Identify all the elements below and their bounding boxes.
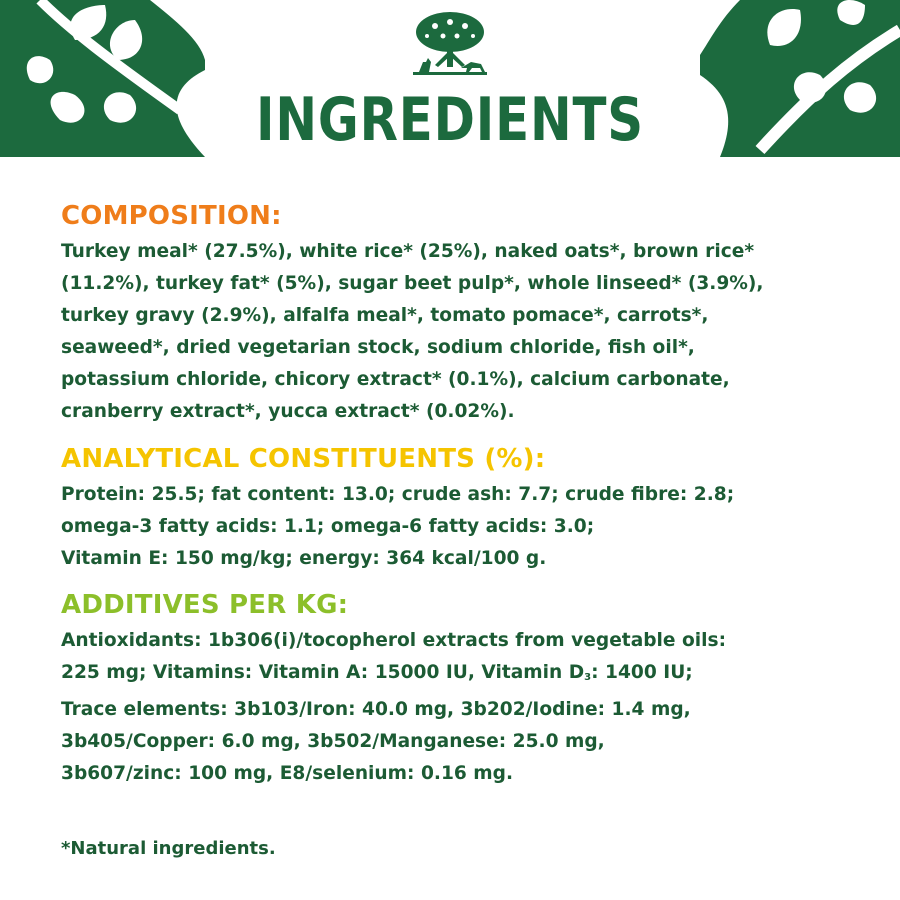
additives-line: 3b405/Copper: 6.0 mg, 3b502/Manganese: 25.0 mg,: [61, 731, 605, 752]
composition-line: (11.2%), turkey fat* (5%), sugar beet pulp*, whole linseed* (3.9%),: [61, 273, 764, 294]
composition-line: potassium chloride, chicory extract* (0.1%), calcium carbonate,: [61, 369, 730, 390]
footnote: *Natural ingredients.: [61, 838, 276, 859]
additives-line2-pre: 225 mg; Vitamins: Vitamin A: 15000 IU, Vitamin D: [61, 662, 585, 683]
composition-text: [61, 236, 861, 428]
composition-line: turkey gravy (2.9%), alfalfa meal*, tomato pomace*, carrots*,: [61, 305, 709, 326]
analytical-line: Protein: 25.5; fat content: 13.0; crude ash: 7.7; crude fibre: 2.8;: [61, 484, 735, 505]
additives-line: 3b607/zinc: 100 mg, E8/selenium: 0.16 mg.: [61, 763, 514, 784]
vitamin-d-subscript: 3: [584, 672, 592, 683]
analytical-heading: ANALYTICAL CONSTITUENTS (%):: [61, 444, 546, 474]
analytical-text: [61, 479, 861, 575]
composition-line: Turkey meal* (27.5%), white rice* (25%), naked oats*, brown rice*: [61, 241, 755, 262]
additives-heading: ADDITIVES PER KG:: [61, 590, 349, 620]
additives-line: Antioxidants: 1b306(i)/tocopherol extracts from vegetable oils:: [61, 630, 727, 651]
analytical-line: omega-3 fatty acids: 1.1; omega-6 fatty acids: 3.0;: [61, 516, 595, 537]
additives-line: [61, 657, 861, 694]
page-title: INGREDIENTS: [256, 85, 644, 155]
analytical-line: Vitamin E: 150 mg/kg; energy: 364 kcal/100 g.: [61, 548, 547, 569]
composition-line: cranberry extract*, yucca extract* (0.02%).: [61, 401, 515, 422]
additives-line: Trace elements: 3b103/Iron: 40.0 mg, 3b202/Iodine: 1.4 mg,: [61, 699, 691, 720]
additives-line2-post: : 1400 IU;: [591, 662, 693, 683]
additives-text: [61, 625, 861, 790]
ingredients-content: [61, 198, 861, 790]
composition-heading: COMPOSITION:: [61, 201, 282, 231]
tree-logo-icon: [405, 10, 495, 82]
composition-line: seaweed*, dried vegetarian stock, sodium chloride, fish oil*,: [61, 337, 695, 358]
